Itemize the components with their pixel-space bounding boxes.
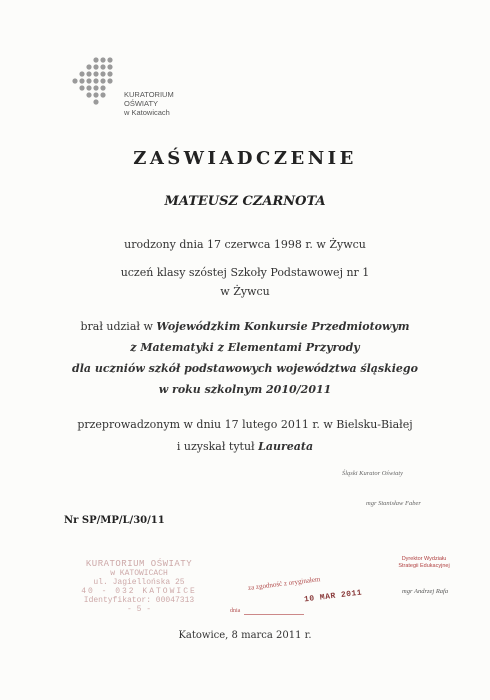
school-line-1: uczeń klasy szóstej Szkoły Podstawowej nr 1	[120, 266, 370, 279]
director-line-2: Strategii Edukacyjnej	[398, 563, 450, 569]
director-line-1: Dyrektor Wydziału	[401, 556, 447, 562]
document-title: ZAŚWIADCZENIE	[133, 148, 357, 169]
contest-line-4: w roku szkolnym 2010/2011	[158, 383, 332, 396]
curator-signature: mgr Stanisław Faber	[366, 500, 421, 507]
logo-line-1: KURATORIUM	[124, 90, 174, 99]
logo-text	[124, 90, 174, 117]
stamp-line-1: KURATORIUM OŚWIATY	[85, 559, 193, 569]
stamp-line-6: - 5 -	[126, 605, 151, 614]
contest-name-1: Wojewódzkim Konkursie Przedmiotowym	[156, 320, 410, 333]
stamp-line-4: 40 - 032 KATOWICE	[81, 587, 197, 596]
kuratorium-logo	[72, 56, 202, 126]
title-line	[0, 440, 490, 453]
logo-line-3: w Katowicach	[124, 108, 170, 117]
document-number: Nr SP/MP/L/30/11	[64, 515, 165, 526]
stamp-line-5: Identyfikator: 00047313	[83, 596, 195, 605]
contest-line-2: z Matematyki z Elementami Przyrody	[130, 341, 360, 354]
office-stamp	[64, 560, 214, 614]
contest-line-3: dla uczniów szkół podstawowych województwa śląskiego	[72, 362, 418, 375]
director-signature: mgr Andrzej Rafa	[402, 588, 449, 595]
dot-grid-emblem-icon	[72, 56, 124, 112]
director-stamp	[392, 556, 456, 570]
logo-line-2: OŚWIATY	[124, 99, 159, 108]
birth-line: urodzony dnia 17 czerwca 1998 r. w Żywcu	[124, 238, 366, 251]
conformity-stamp: za zgodność z oryginałem	[247, 575, 321, 592]
held-line: przeprowadzonym w dniu 17 lutego 2011 r. w Bielsku-Białej	[77, 418, 413, 431]
obtained-title: Laureata	[258, 440, 314, 453]
took-part-prefix: brał udział w	[80, 320, 153, 333]
curator-title: Śląski Kurator Oświaty	[342, 470, 404, 477]
dnia-label: dnia	[230, 608, 241, 614]
issue-place-date: Katowice, 8 marca 2011 r.	[178, 630, 312, 641]
dnia-line	[244, 614, 304, 615]
stamp-line-3: ul. Jagiellońska 25	[93, 578, 185, 587]
contest-line-1	[0, 320, 490, 333]
school-line-2: w Żywcu	[220, 285, 270, 298]
date-stamp: 10 MAR 2011	[303, 588, 363, 605]
stamp-line-2: w KATOWICACH	[110, 569, 168, 578]
obtained-prefix: i uzyskał tytuł	[176, 440, 255, 453]
recipient-name: MATEUSZ CZARNOTA	[164, 194, 326, 209]
